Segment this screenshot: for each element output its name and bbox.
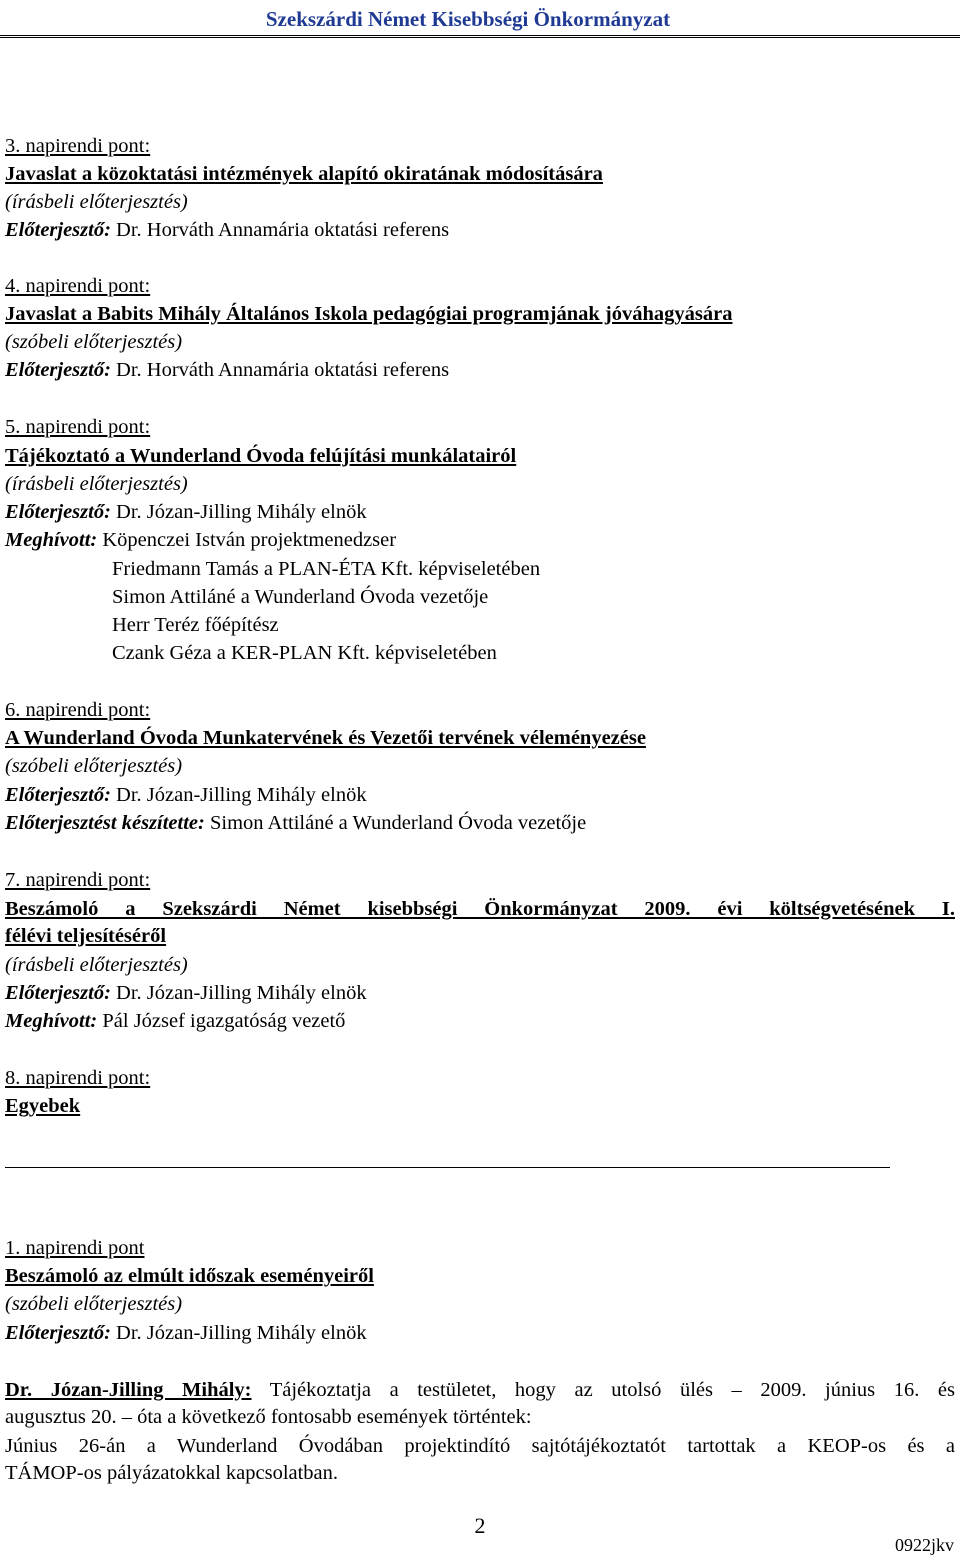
discussion-presenter xyxy=(5,1320,367,1346)
agenda-item-invited xyxy=(5,527,396,553)
presenter-label: Előterjesztő: xyxy=(5,1322,111,1344)
agenda-item-presenter xyxy=(5,357,449,383)
presenter-label: Előterjesztő: xyxy=(5,359,111,381)
agenda-item-mode: (írásbeli előterjesztés) xyxy=(5,473,188,495)
discussion-mode: (szóbeli előterjesztés) xyxy=(5,1293,183,1315)
agenda-item-presenter xyxy=(5,217,449,243)
prepared-name: Simon Attiláné a Wunderland Óvoda vezetője xyxy=(204,812,587,834)
presenter-label: Előterjesztő: xyxy=(5,219,111,241)
presenter-name: Dr. Horváth Annamária oktatási referens xyxy=(110,219,450,241)
agenda-item-title: Javaslat a közoktatási intézmények alapító okiratának módosítására xyxy=(5,163,603,185)
agenda-item-label: 6. napirendi pont: xyxy=(5,699,151,721)
agenda-item-mode: (szóbeli előterjesztés) xyxy=(5,755,183,777)
invited-name: Friedmann Tamás a PLAN-ÉTA Kft. képviseletében xyxy=(112,558,541,580)
presenter-name: Dr. Horváth Annamária oktatási referens xyxy=(110,359,450,381)
agenda-item-presenter xyxy=(5,782,367,808)
header-rule xyxy=(0,35,960,38)
agenda-item-title-cont: félévi teljesítéséről xyxy=(5,925,167,947)
agenda-item-mode: (írásbeli előterjesztés) xyxy=(5,191,188,213)
agenda-item-presenter xyxy=(5,499,367,525)
invited-name: Czank Géza a KER-PLAN Kft. képviseletében xyxy=(112,642,497,664)
paragraph-text: augusztus 20. – óta a következő fontosabb események történtek: xyxy=(5,1406,532,1428)
invited-label: Meghívott: xyxy=(5,1010,98,1032)
agenda-item-presenter xyxy=(5,980,367,1006)
agenda-item-label: 8. napirendi pont: xyxy=(5,1067,151,1089)
presenter-name: Dr. Józan-Jilling Mihály elnök xyxy=(110,501,367,523)
agenda-item-title: Beszámoló a Szekszárdi Német kisebbségi Önkormányzat 2009. évi költségvetésének I. xyxy=(5,898,955,920)
invited-name: Simon Attiláné a Wunderland Óvoda vezetője xyxy=(112,586,489,608)
agenda-item-label: 7. napirendi pont: xyxy=(5,869,151,891)
paragraph-text: Tájékoztatja a testületet, hogy az utolsó ülés – 2009. június 16. és xyxy=(251,1379,955,1401)
discussion-paragraph-1 xyxy=(5,1376,955,1404)
agenda-item-label: 3. napirendi pont: xyxy=(5,135,151,157)
invited-name: Herr Teréz főépítész xyxy=(112,614,279,636)
header-title: Szekszárdi Német Kisebbségi Önkormányzat xyxy=(265,7,671,31)
presenter-name: Dr. Józan-Jilling Mihály elnök xyxy=(110,982,367,1004)
invited-name: Köpenczei István projektmenedzser xyxy=(97,529,397,551)
invited-name: Pál József igazgatóság vezető xyxy=(97,1010,346,1032)
agenda-item-mode: (írásbeli előterjesztés) xyxy=(5,954,188,976)
discussion-title: Beszámoló az elmúlt időszak eseményeiről xyxy=(5,1265,374,1287)
agenda-item-title: A Wunderland Óvoda Munkatervének és Vezetői tervének véleményezése xyxy=(5,727,646,749)
agenda-item-prepared xyxy=(5,810,586,836)
paragraph-text: TÁMOP-os pályázatokkal kapcsolatban. xyxy=(5,1462,339,1484)
presenter-label: Előterjesztő: xyxy=(5,784,111,806)
section-separator xyxy=(5,1167,890,1168)
agenda-item-label: 5. napirendi pont: xyxy=(5,416,151,438)
presenter-label: Előterjesztő: xyxy=(5,982,111,1004)
presenter-name: Dr. Józan-Jilling Mihály elnök xyxy=(110,1322,367,1344)
speaker-name: Dr. Józan-Jilling Mihály: xyxy=(5,1379,252,1401)
agenda-item-mode: (szóbeli előterjesztés) xyxy=(5,331,183,353)
discussion-label: 1. napirendi pont xyxy=(5,1237,145,1259)
page-number: 2 xyxy=(474,1513,486,1538)
agenda-item-title: Tájékoztató a Wunderland Óvoda felújítási munkálatairól xyxy=(5,445,517,467)
invited-label: Meghívott: xyxy=(5,529,98,551)
discussion-paragraph-2: Június 26-án a Wunderland Óvodában projektindító sajtótájékoztatót tartottak a KEOP-os és a xyxy=(5,1435,955,1457)
agenda-item-invited xyxy=(5,1008,345,1034)
presenter-name: Dr. Józan-Jilling Mihály elnök xyxy=(110,784,367,806)
agenda-item-title: Egyebek xyxy=(5,1095,81,1117)
presenter-label: Előterjesztő: xyxy=(5,501,111,523)
agenda-item-label: 4. napirendi pont: xyxy=(5,275,151,297)
document-code: 0922jkv xyxy=(894,1535,954,1555)
prepared-label: Előterjesztést készítette: xyxy=(5,812,205,834)
agenda-item-title: Javaslat a Babits Mihály Általános Iskola pedagógiai programjának jóváhagyására xyxy=(5,303,733,325)
